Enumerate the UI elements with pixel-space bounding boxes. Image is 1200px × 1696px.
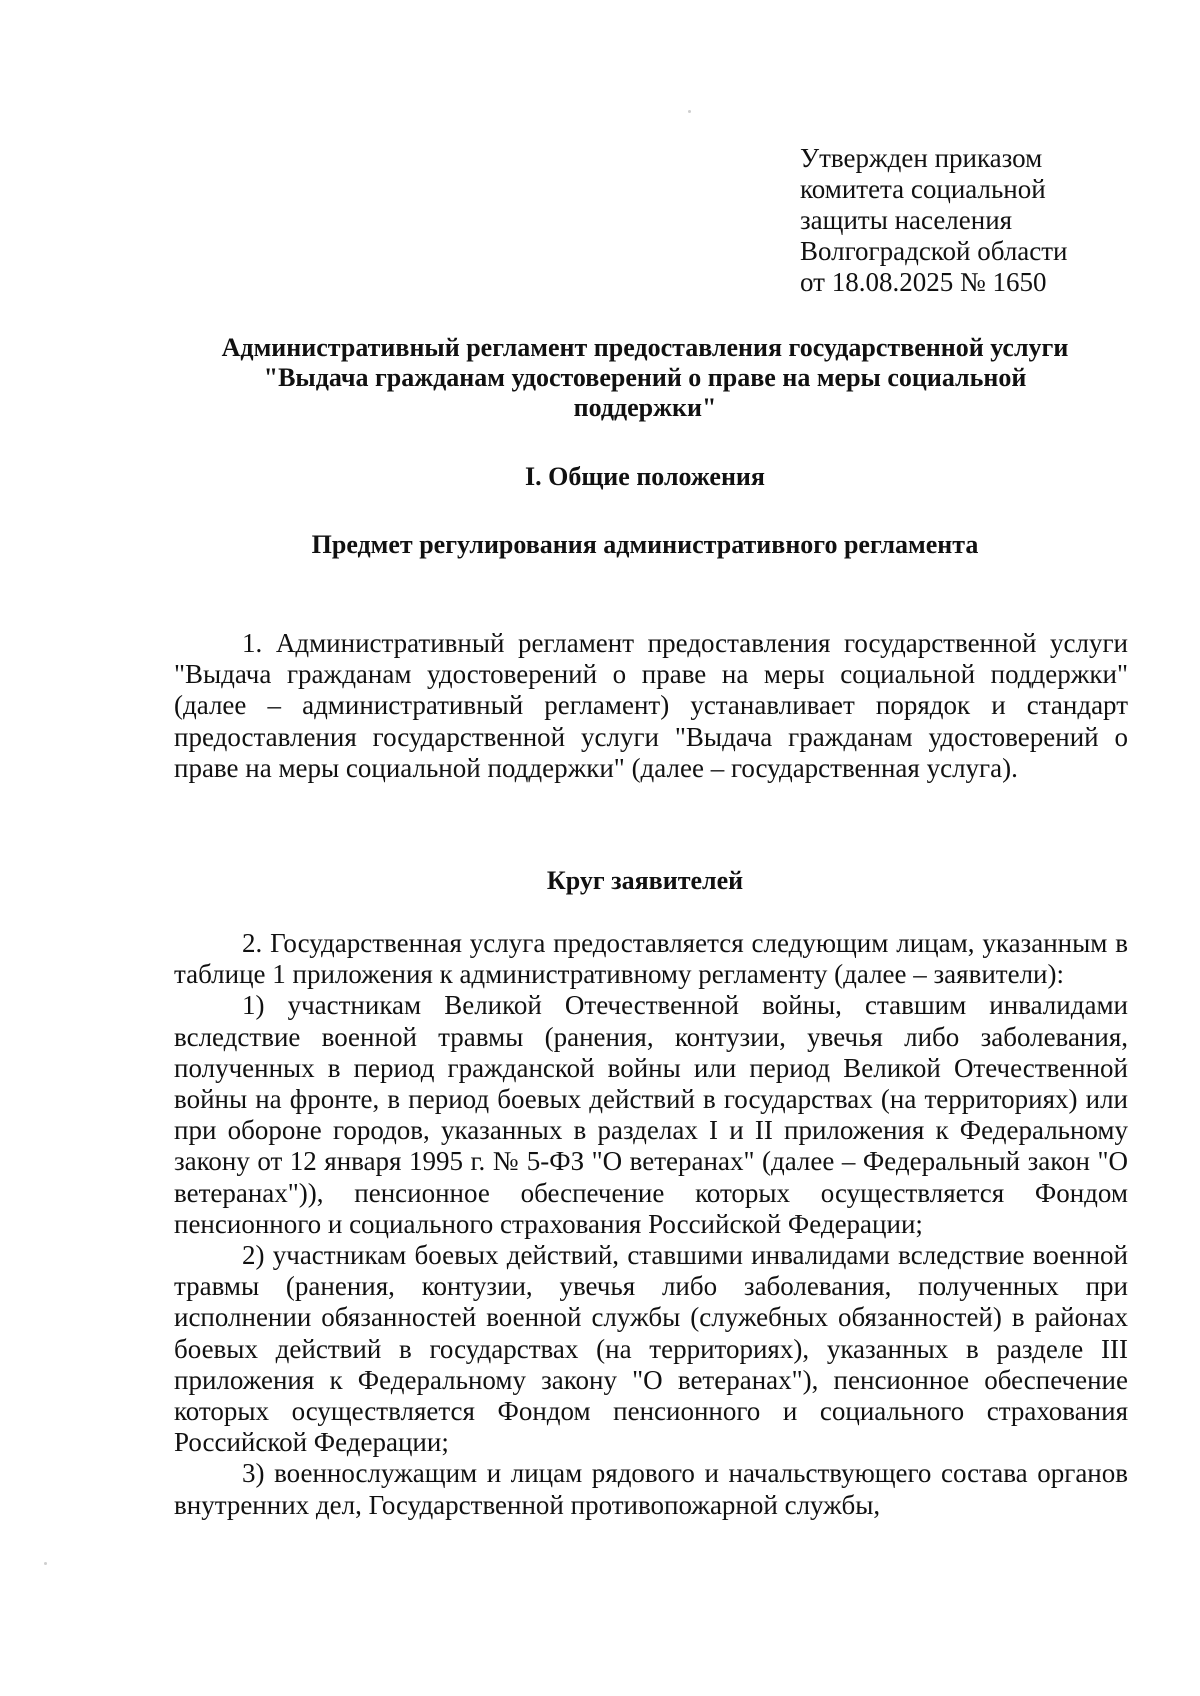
paragraph-1-block	[174, 628, 1128, 784]
list-item-3: 3) военнослужащим и лицам рядового и начальствующего состава органов внутренних дел, Государственной противопожарной службы,	[174, 1458, 1128, 1520]
scan-speck	[688, 110, 691, 113]
approval-line: Утвержден приказом	[800, 143, 1043, 173]
paragraph-2-block	[174, 928, 1128, 1521]
document-title	[160, 333, 1130, 423]
title-line: поддержки"	[573, 393, 717, 422]
approval-line: защиты населения	[800, 205, 1013, 235]
paragraph-2: 2. Государственная услуга предоставляется следующим лицам, указанным в таблице 1 приложения к административному регламенту (далее – заявители):	[174, 928, 1128, 990]
approval-line: от 18.08.2025 № 1650	[800, 267, 1047, 297]
approval-block	[800, 143, 1140, 298]
title-line: Административный регламент предоставления государственной услуги	[221, 333, 1069, 362]
title-line: "Выдача гражданам удостоверений о праве на меры социальной	[263, 363, 1027, 392]
list-item-1: 1) участникам Великой Отечественной войны, ставшим инвалидами вследствие военной травмы (ранения, контузии, увечья либо заболевания, полученных в период гражданской войны или период Великой Отечественной войны на фронте, в период боевых действий в государствах (на территориях) или при обороне городов, указанных в разделах I и II приложения к Федеральному закону от 12 января 1995 г. № 5-ФЗ "О ветеранах" (далее – Федеральный закон "О ветеранах")), пенсионное обеспечение которых осуществляется Фондом пенсионного и социального страхования Российской Федерации;	[174, 990, 1128, 1239]
subheading-subject: Предмет регулирования административного регламента	[311, 530, 979, 559]
subheading-applicants: Круг заявителей	[546, 866, 744, 895]
list-item-2: 2) участникам боевых действий, ставшими инвалидами вследствие военной травмы (ранения, контузии, увечья либо заболевания, полученных при исполнении обязанностей военной службы (служебных обязанностей) в районах боевых действий в государствах (на территориях), указанных в разделе III приложения к Федеральному закону "О ветеранах"), пенсионное обеспечение которых осуществляется Фондом пенсионного и социального страхования Российской Федерации;	[174, 1240, 1128, 1458]
approval-line: комитета социальной	[800, 174, 1046, 204]
approval-line: Волгоградской области	[800, 236, 1068, 266]
scan-speck	[44, 1562, 47, 1565]
paragraph-1: 1. Административный регламент предоставления государственной услуги "Выдача гражданам удостоверений о праве на меры социальной поддержки" (далее – административный регламент) устанавливает порядок и стандарт предоставления государственной услуги "Выдача гражданам удостоверений о праве на меры социальной поддержки" (далее – государственная услуга).	[174, 628, 1128, 783]
section-heading: I. Общие положения	[525, 462, 765, 491]
